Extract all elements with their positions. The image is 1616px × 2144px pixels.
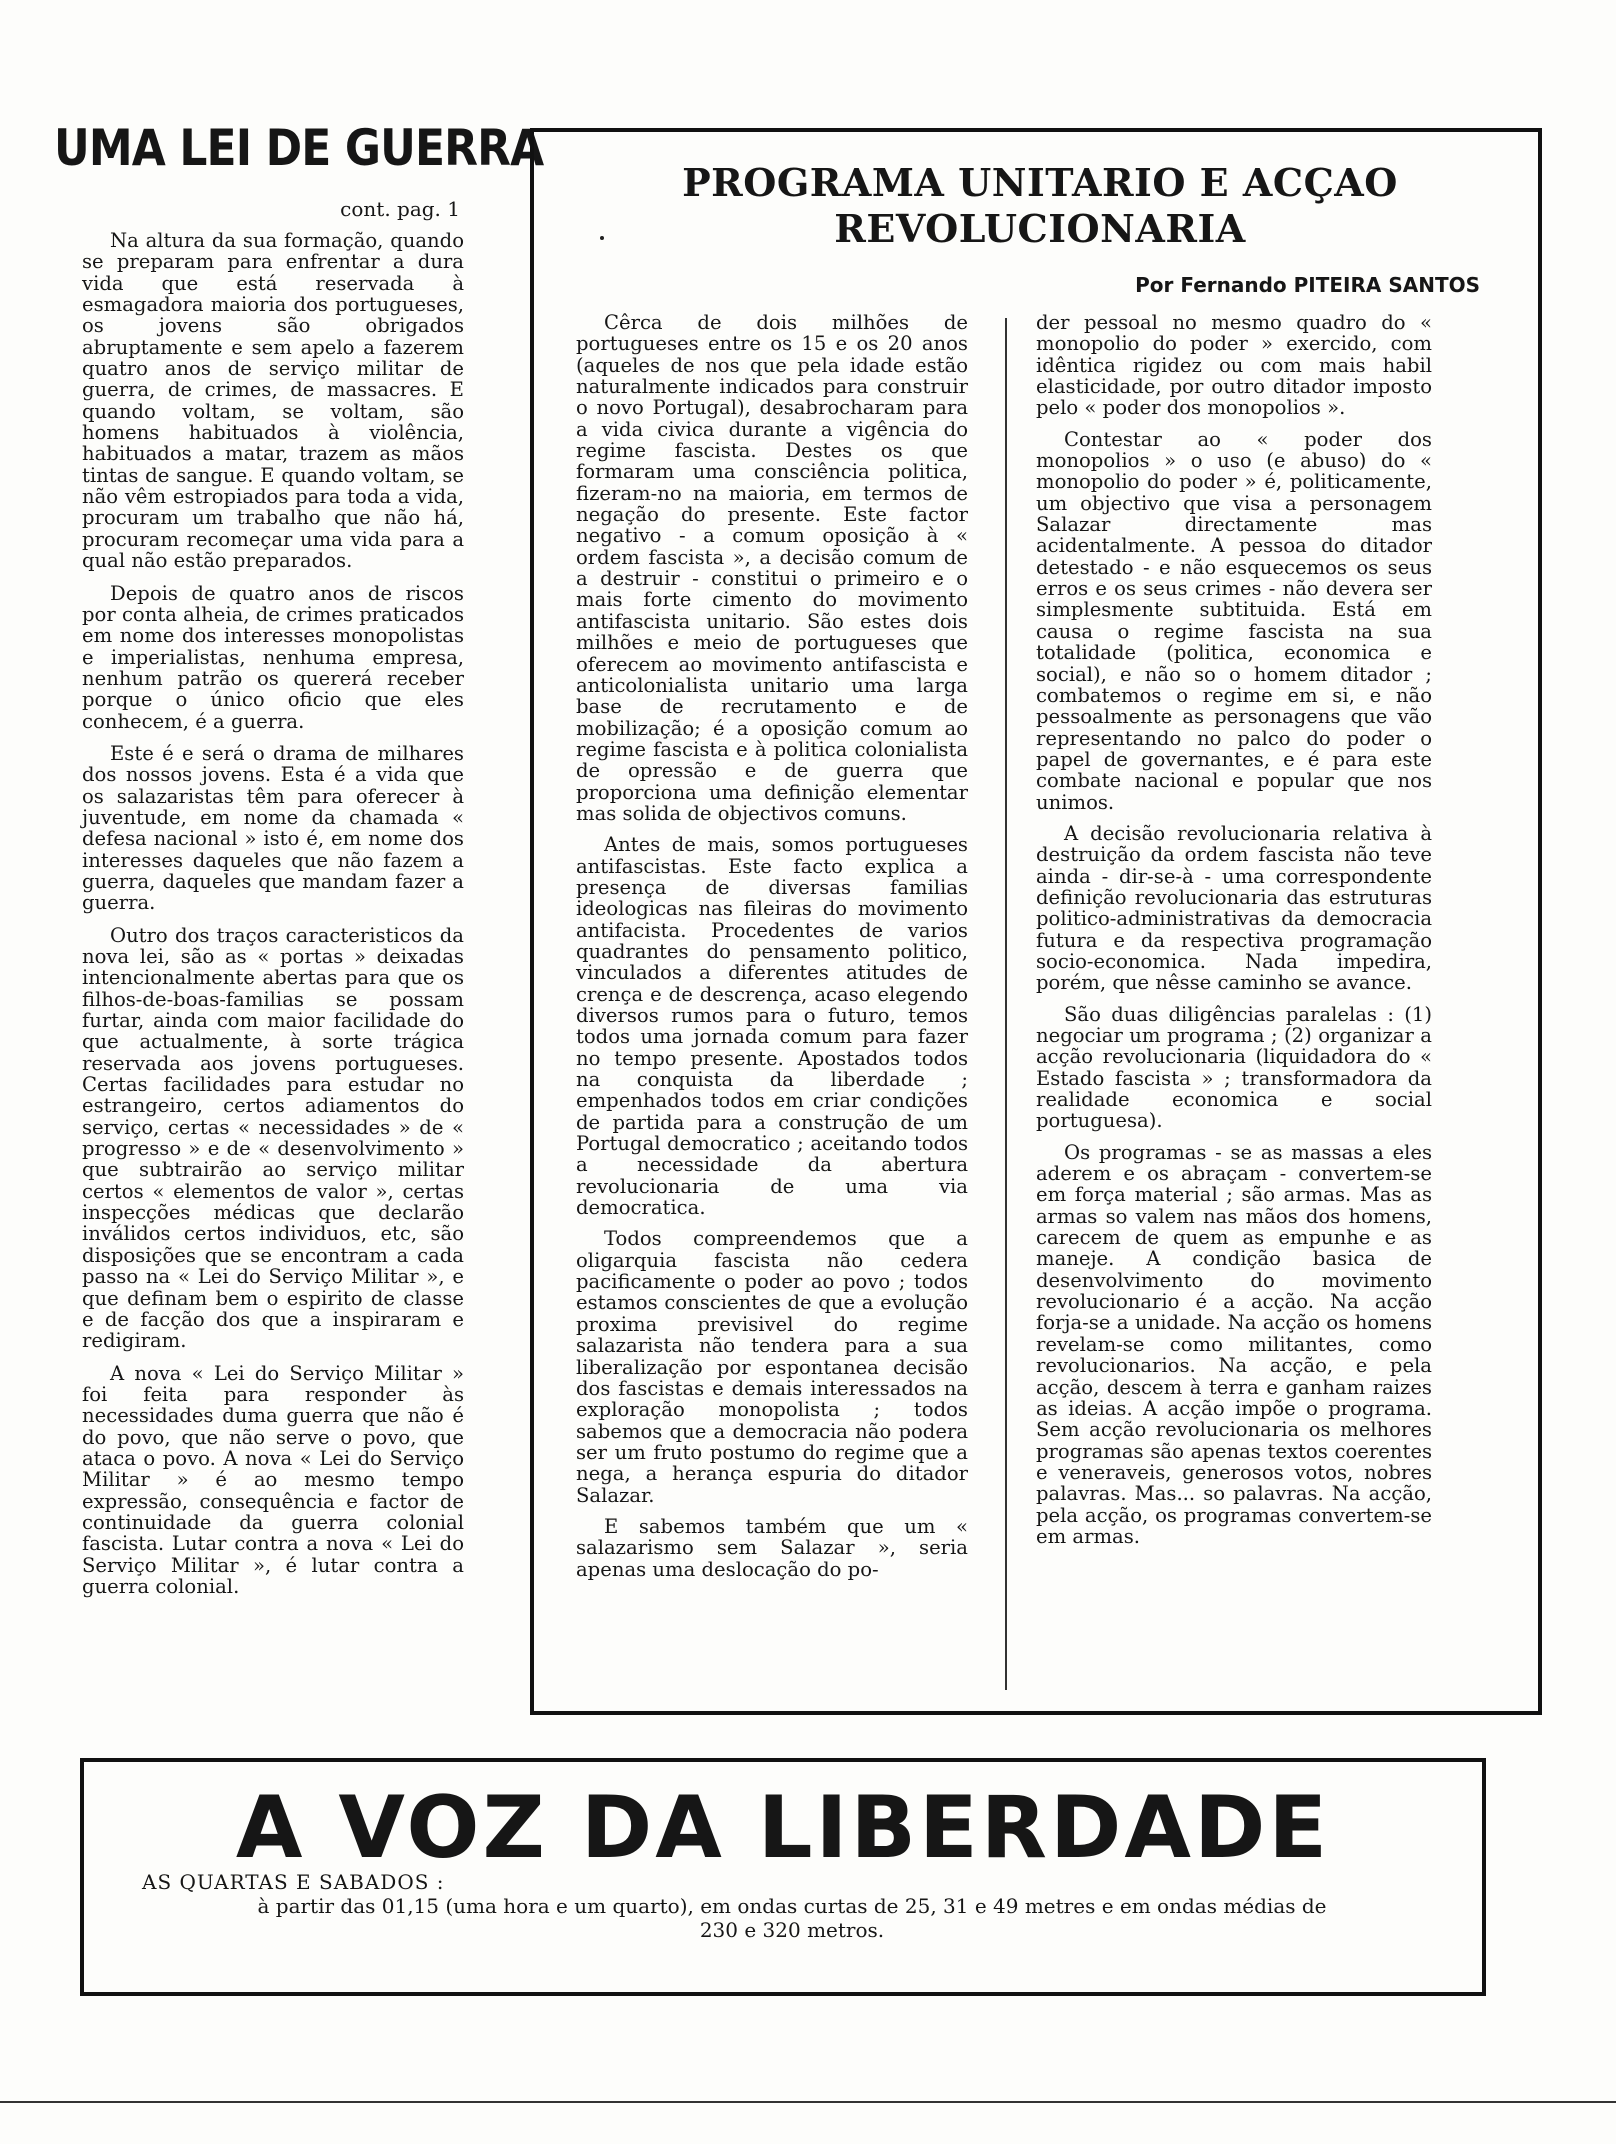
left-paragraph-4: Outro dos traços caracteristicos da nova lei, são as « portas » deixadas intencionalmente abertas para que os filhos-de-boas-familias se possam furtar, ainda com maior facilidade do que actualmente, à sorte trágica reservada aos jovens portugueses. Certas facilidades para estudar no estrangeiro, certos adiamentos do serviço, certas « necessidades » de « progresso » e de « desenvolvimento » que subtrairão ao serviço militar certos « elementos de valor », certas inspecções médicas que declarão inválidos certos individuos, etc, são disposições que se encontram a cada passo na « Lei do Serviço Militar », e que definam bem o espirito de classe e de facção dos que a inspiraram e redigiram. [82, 923, 464, 1353]
left-paragraph-2: Depois de quatro anos de riscos por conta alheia, de crimes praticados em nome dos interesses monopolistas e imperialistas, nenhuma empresa, nenhum patrão os quererá receber porque o único oficio que eles conhecem, é a guerra. [82, 581, 464, 733]
bottom-rule [0, 2101, 1616, 2103]
program-column-1 [576, 312, 968, 1692]
radio-schedule-details [142, 1894, 1442, 1942]
program-col2-paragraph-1: der pessoal no mesmo quadro do « monopolio do poder » exercido, com idêntica rigidez ou com mais habil elasticidade, por outro ditador imposto pelo « poder dos monopolios ». [1036, 311, 1432, 420]
radio-banner-title: A VOZ DA LIBERDADE [235, 1778, 1331, 1878]
program-column-2 [1036, 312, 1432, 1692]
program-article-title [600, 160, 1480, 252]
column-divider [1005, 318, 1007, 1690]
program-col1-paragraph-4: E sabemos também que um « salazarismo sem Salazar », seria apenas uma deslocação do po- [576, 1514, 968, 1581]
left-paragraph-3: Este é e será o drama de milhares dos nossos jovens. Esta é a vida que os salazaristas têm para oferecer à juventude, em nome da chamada « defesa nacional » isto é, em nome dos interesses daqueles que não fazem a guerra, daqueles que mandam fazer a guerra. [82, 741, 464, 915]
program-col1-paragraph-1: Cêrca de dois milhões de portugueses entre os 15 e os 20 anos (aqueles de nos que pela idade estão naturalmente indicados para construir o novo Portugal), desabrocharam para a vida civica durante a vigência do regime fascista. Destes os que formaram uma consciência politica, fizeram-no na maioria, em termos de negação do presente. Este factor negativo - a comum oposição à « ordem fascista », a decisão comum de a destruir - constitui o primeiro e o mais forte cimento do movimento antifascista unitario. São estes dois milhões e meio de portugueses que oferecem ao movimento antifascista e anticolonialista unitario uma larga base de recrutamento e de mobilização; é a oposição comum ao regime fascista e à politica colonialista de opressão e de guerra que proporciona uma definição elementar mas solida de objectivos comuns. [576, 311, 968, 825]
continuation-note: cont. pag. 1 [340, 197, 460, 221]
program-article-byline: Por Fernando PITEIRA SANTOS [1135, 273, 1480, 297]
radio-schedule-line-1: à partir das 01,15 (uma hora e um quarto), em ondas curtas de 25, 31 e 49 metres e em ondas médias de [257, 1894, 1327, 1918]
program-col2-paragraph-2: Contestar ao « poder dos monopolios » o uso (e abuso) do « monopolio do poder » é, politicamente, um objectivo que visa a personagem Salazar directamente mas acidentalmente. A pessoa do ditador detestado - e não esquecemos os seus erros e os seus crimes - não devera ser simplesmente subtituida. Está em causa o regime fascista na sua totalidade (politica, economica e social), e não so o homem ditador ; combatemos o regime em si, e não pessoalmente as personagens que vão representando no palco do poder o papel de governantes, e é para este combate nacional e popular que nos unimos. [1036, 427, 1432, 814]
program-col1-paragraph-3: Todos compreendemos que a oligarquia fascista não cedera pacificamente o poder ao povo ; todos estamos conscientes de que a evolução proxima previsivel do regime salazarista não tendera para a sua liberalização por espontanea decisão dos fascistas e demais interessados na exploração monopolista ; todos sabemos que a democracia não podera ser um fruto postumo do regime que a nega, a herança espuria do ditador Salazar. [576, 1227, 968, 1507]
left-article-body [82, 230, 464, 1720]
left-article-title: UMA LEI DE GUERRA [54, 119, 544, 177]
program-col2-paragraph-5: Os programas - se as massas a eles aderem e os abraçam - convertem-se em força material ; são armas. Mas as armas so valem nas mãos dos homens, carecem de quem as empunhe e as maneje. A condição basica de desenvolvimento do movimento revolucionario é a acção. Na acção forja-se a unidade. Na acção os homens revelam-se como militantes, como revolucionarios. Na acção, e pela acção, descem à terra e ganham raizes as ideias. A acção impõe o programa. Sem acção revolucionaria os melhores programas são apenas textos coerentes e veneraveis, generosos votos, nobres palavras. Mas... so palavras. Na acção, pela acção, os programas convertem-se em armas. [1036, 1140, 1432, 1548]
radio-schedule-line-2: 230 e 320 metros. [699, 1918, 885, 1942]
program-col2-paragraph-3: A decisão revolucionaria relativa à destruição da ordem fascista não teve ainda - dir-se-à - uma correspondente definição revolucionaria das estruturas politico-administrativas da democracia futura e da respectiva programação socio-economica. Nada impedira, porém, que nêsse caminho se avance. [1036, 821, 1432, 995]
program-title-line-2: REVOLUCIONARIA [834, 206, 1246, 251]
left-paragraph-1: Na altura da sua formação, quando se preparam para enfrentar a dura vida que está reservada à esmagadora maioria dos portugueses, os jovens são obrigados abruptamente e sem apelo a fazerem quatro anos de serviço militar de guerra, de crimes, de massacres. E quando voltam, se voltam, são homens habituados à violência, habituados a matar, trazem as mãos tintas de sangue. E quando voltam, se não vêm estropiados para toda a vida, procuram um trabalho que não há, procuram recomeçar uma vida para a qual não estão preparados. [82, 229, 464, 573]
radio-schedule-days: AS QUARTAS E SABADOS : [142, 1870, 445, 1894]
program-col2-paragraph-4: São duas diligências paralelas : (1) negociar um programa ; (2) organizar a acção revolucionaria (liquidadora do « Estado fascista » ; transformadora da realidade economica e social portuguesa). [1036, 1002, 1432, 1133]
program-title-line-1: PROGRAMA UNITARIO E ACÇAO [682, 160, 1398, 205]
stray-dot [600, 236, 604, 240]
left-paragraph-5: A nova « Lei do Serviço Militar » foi feita para responder às necessidades duma guerra que não é do povo, que não serve o povo, que ataca o povo. A nova « Lei do Serviço Militar » é ao mesmo tempo expressão, consequência e factor de continuidade da guerra colonial fascista. Lutar contra a nova « Lei do Serviço Militar », é lutar contra a guerra colonial. [82, 1361, 464, 1598]
program-col1-paragraph-2: Antes de mais, somos portugueses antifascistas. Este facto explica a presença de diversas familias ideologicas nas fileiras do movimento antifacista. Procedentes de varios quadrantes do pensamento politico, vinculados a diferentes atitudes de crença e de descrença, acaso elegendo diversos rumos para o futuro, temos todos uma jornada comum para fazer no tempo presente. Apostados todos na conquista da liberdade ; empenhados todos em criar condições de partida para a construção de um Portugal democratico ; aceitando todos a necessidade da abertura revolucionaria de uma via democratica. [576, 833, 968, 1220]
